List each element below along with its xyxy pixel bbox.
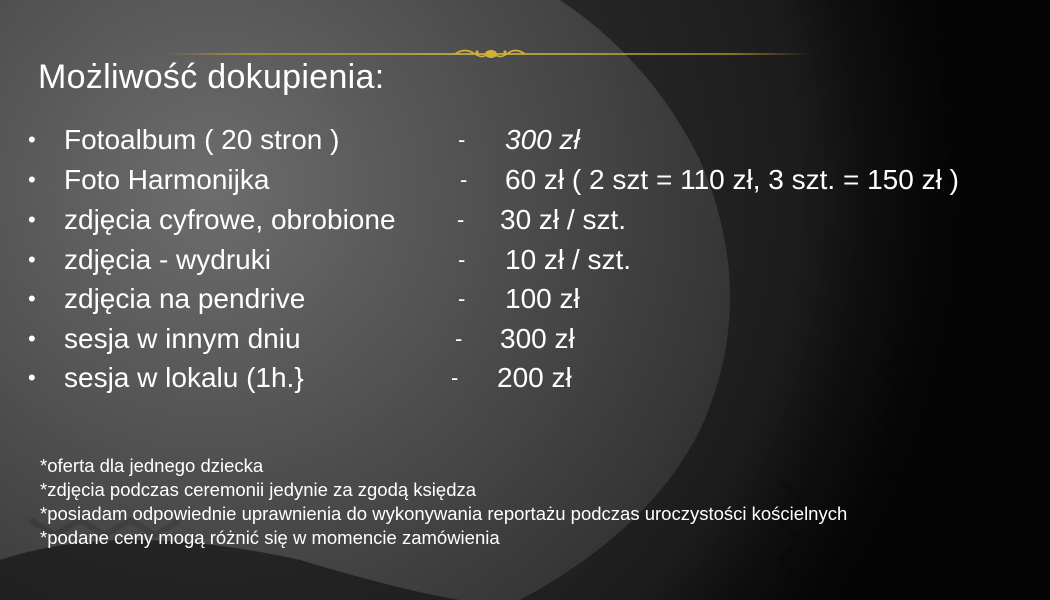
footnote: *oferta dla jednego dziecka	[40, 455, 264, 476]
footnote: *zdjęcia podczas ceremonii jedynie za zgodą księdza	[40, 479, 477, 500]
item-price: 10 zł / szt.	[505, 244, 632, 275]
item-dash: -	[457, 207, 465, 232]
list-item	[0, 358, 1050, 398]
item-name: zdjęcia - wydruki	[64, 244, 271, 275]
item-name: Foto Harmonijka	[64, 164, 270, 195]
item-dash: -	[458, 247, 466, 272]
list-item	[0, 319, 1050, 359]
item-price: 300 zł	[505, 124, 580, 155]
item-name: zdjęcia cyfrowe, obrobione	[64, 204, 396, 235]
list-item	[0, 240, 1050, 280]
bullet: •	[28, 127, 36, 152]
item-name: sesja w innym dniu	[64, 323, 301, 354]
item-dash: -	[458, 286, 466, 311]
list-item	[0, 279, 1050, 319]
item-price: 300 zł	[500, 323, 575, 354]
list-item	[0, 200, 1050, 240]
bullet: •	[28, 365, 36, 390]
bullet: •	[28, 167, 36, 192]
item-dash: -	[451, 365, 459, 390]
item-price: 200 zł	[497, 362, 572, 393]
bullet: •	[28, 207, 36, 232]
item-name: sesja w lokalu (1h.}	[64, 362, 304, 393]
bullet: •	[28, 286, 36, 311]
item-dash: -	[460, 167, 468, 192]
list-item	[0, 160, 1050, 200]
bullet: •	[28, 326, 36, 351]
bullet: •	[28, 247, 36, 272]
item-dash: -	[458, 127, 466, 152]
item-price: 30 zł / szt.	[500, 204, 627, 235]
item-name: zdjęcia na pendrive	[64, 283, 306, 314]
item-price: 60 zł ( 2 szt = 110 zł, 3 szt. = 150 zł )	[505, 164, 959, 195]
footnote: *podane ceny mogą różnić się w momencie zamówienia	[40, 527, 500, 548]
item-price: 100 zł	[505, 283, 580, 314]
page-title: Możliwość dokupienia:	[38, 58, 385, 96]
item-dash: -	[455, 326, 463, 351]
item-name: Fotoalbum ( 20 stron )	[64, 124, 340, 155]
footnote: *posiadam odpowiednie uprawnienia do wykonywania reportażu podczas uroczystości kościelnych	[40, 503, 848, 524]
list-item	[0, 120, 1050, 160]
